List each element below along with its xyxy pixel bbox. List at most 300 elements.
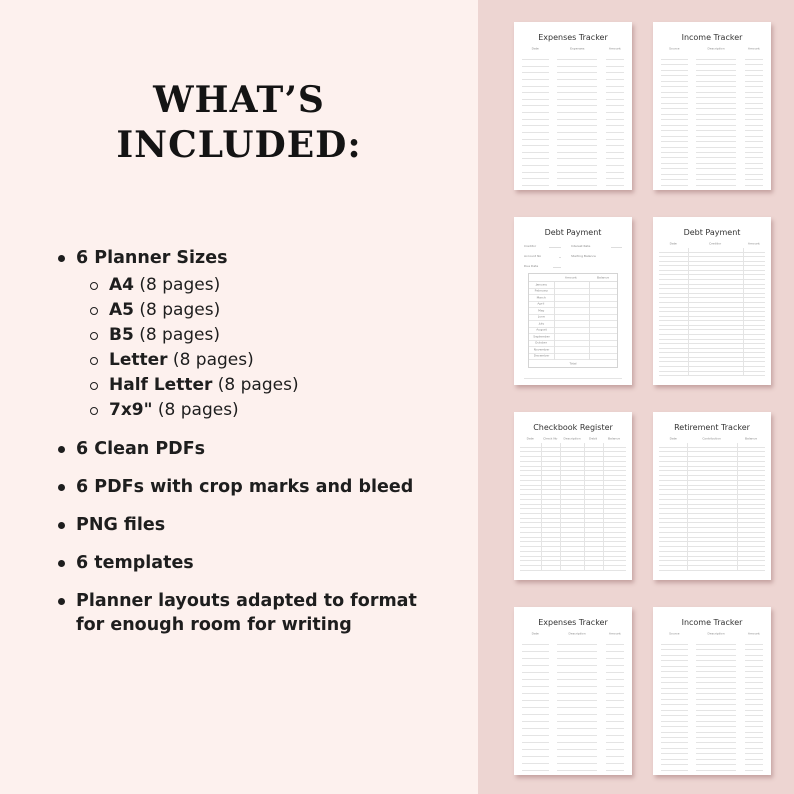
page-row — [522, 181, 624, 185]
row-line — [522, 55, 549, 60]
row-line — [522, 759, 549, 764]
page-rows — [659, 248, 765, 376]
list-item-body — [76, 513, 165, 537]
row-line — [661, 700, 688, 705]
pages-grid — [514, 22, 771, 775]
circle-bullet-icon — [90, 307, 98, 315]
row-line — [696, 706, 737, 711]
page-row — [522, 128, 624, 132]
field-label: Interest Rate — [571, 244, 591, 248]
row-line — [606, 141, 624, 146]
row-line — [557, 148, 598, 153]
month-label — [529, 301, 554, 307]
row-line — [661, 115, 688, 120]
row-line — [606, 661, 624, 666]
total-label: Total — [569, 361, 577, 365]
page-row — [661, 760, 763, 764]
month-label — [529, 282, 554, 288]
row-line — [745, 640, 763, 645]
bullet-icon — [58, 484, 65, 491]
row-line — [745, 733, 763, 738]
month-label — [529, 295, 554, 301]
column-header-text: Balance — [745, 436, 758, 440]
row-line — [522, 68, 549, 73]
list-item — [58, 513, 450, 537]
page-row — [522, 135, 624, 139]
row-line — [661, 159, 688, 164]
list-item-label: 6 Clean PDFs — [76, 439, 206, 459]
row-line — [661, 656, 688, 661]
row-line — [606, 108, 624, 113]
page-title-line2: INCLUDED: — [116, 124, 362, 166]
row-line — [696, 132, 737, 137]
row-line — [696, 733, 737, 738]
bullet-icon — [58, 560, 65, 567]
row-line — [557, 108, 598, 113]
row-line — [606, 181, 624, 186]
column-headers — [520, 435, 626, 442]
page-row — [659, 566, 765, 571]
row-line — [696, 137, 737, 142]
row-line — [557, 703, 598, 708]
row-line — [661, 728, 688, 733]
row-line — [745, 175, 763, 180]
month-label-text: November — [533, 347, 550, 352]
page-row — [522, 95, 624, 99]
row-line — [696, 755, 737, 760]
column-header — [541, 436, 560, 442]
row-line — [745, 60, 763, 65]
row-line — [696, 82, 737, 87]
row-line — [745, 153, 763, 158]
row-line — [696, 717, 737, 722]
row-line — [522, 181, 549, 186]
thumbnail-title: Income Tracker — [681, 33, 743, 42]
page-row — [661, 673, 763, 677]
row-line — [661, 651, 688, 656]
row-line — [522, 738, 549, 743]
row-line — [522, 668, 549, 673]
column-divider — [603, 443, 604, 571]
column-header-text: Source — [669, 632, 680, 636]
column-divider — [560, 443, 561, 571]
column-header — [743, 241, 765, 247]
page-title-line1: WHAT’S — [153, 79, 325, 121]
row-line — [522, 141, 549, 146]
column-header-text: Description — [707, 47, 725, 51]
row-line — [696, 722, 737, 727]
row-line — [696, 71, 737, 76]
list-item — [58, 475, 450, 499]
column-header — [557, 46, 598, 52]
row-line — [606, 689, 624, 694]
column-header — [522, 46, 549, 52]
page-row — [661, 695, 763, 699]
row-line — [606, 766, 624, 771]
row-line — [522, 168, 549, 173]
row-line — [745, 645, 763, 650]
row-line — [696, 700, 737, 705]
row-line — [745, 132, 763, 137]
column-header — [520, 436, 541, 442]
row-line — [522, 647, 549, 652]
column-divider — [737, 443, 738, 571]
field-label: Due Date — [524, 264, 539, 268]
page-row — [661, 645, 763, 649]
page-row — [522, 68, 624, 72]
sub-item-text — [109, 373, 299, 398]
row-line — [606, 675, 624, 680]
month-rows — [529, 282, 617, 360]
row-line — [696, 88, 737, 93]
circle-bullet-icon — [90, 282, 98, 290]
page-row — [661, 656, 763, 660]
row-line — [557, 128, 598, 133]
row-line — [522, 128, 549, 133]
column-header-text: Check No — [543, 436, 558, 440]
row-line — [745, 82, 763, 87]
row-line — [557, 68, 598, 73]
row-line — [557, 668, 598, 673]
planner-page-thumbnail — [514, 607, 632, 775]
row-line — [696, 110, 737, 115]
page-row — [522, 82, 624, 86]
sub-item-text — [109, 298, 220, 323]
circle-bullet-icon — [90, 357, 98, 365]
row-line — [522, 724, 549, 729]
column-header — [522, 631, 549, 637]
row-line — [557, 640, 598, 645]
page-row — [661, 153, 763, 157]
row-line — [606, 640, 624, 645]
page-row — [522, 55, 624, 59]
row-line — [661, 137, 688, 142]
column-header-text: Description — [707, 632, 725, 636]
row-line — [661, 77, 688, 82]
page-row — [661, 662, 763, 666]
month-label — [529, 353, 554, 359]
row-line — [606, 724, 624, 729]
row-line — [557, 710, 598, 715]
month-label-text: June — [538, 315, 545, 319]
column-header — [554, 275, 589, 281]
field-label: Starting Balance — [571, 254, 597, 258]
row-line — [661, 717, 688, 722]
row-line — [522, 121, 549, 126]
planner-page-thumbnail — [514, 22, 632, 190]
row-line — [745, 728, 763, 733]
column-divider — [743, 248, 744, 376]
row-line — [661, 104, 688, 109]
row-line — [745, 121, 763, 126]
row-line — [522, 75, 549, 80]
bullet-icon — [58, 522, 65, 529]
row-line — [661, 722, 688, 727]
row-line — [522, 135, 549, 140]
page-row — [522, 724, 624, 728]
page-row — [522, 766, 624, 770]
row-line — [661, 55, 688, 60]
row-line — [696, 760, 737, 765]
row-line — [745, 700, 763, 705]
row-line — [522, 95, 549, 100]
page-row — [661, 132, 763, 136]
row-line — [696, 689, 737, 694]
row-line — [661, 121, 688, 126]
included-list — [58, 246, 450, 651]
page-row — [522, 759, 624, 763]
page-row — [661, 749, 763, 753]
list-item-body — [76, 475, 413, 499]
row-line — [557, 121, 598, 126]
row-line — [696, 673, 737, 678]
row-line — [745, 137, 763, 142]
thumbnail-title: Debt Payment — [683, 228, 741, 237]
form-field — [571, 252, 622, 258]
row-line — [696, 115, 737, 120]
month-label-text: December — [533, 354, 550, 358]
column-divider — [584, 443, 585, 571]
column-header-text: Amount — [747, 241, 760, 245]
month-label — [529, 308, 554, 314]
list-item-label: 6 templates — [76, 553, 194, 573]
row-line — [557, 75, 598, 80]
thumbnail-title: Checkbook Register — [533, 423, 613, 432]
page-row — [522, 654, 624, 658]
row-line — [522, 82, 549, 87]
row-line — [745, 717, 763, 722]
row-line — [606, 717, 624, 722]
month-row — [529, 354, 617, 361]
form-fields-right — [571, 242, 622, 268]
row-line — [557, 168, 598, 173]
row-line — [661, 99, 688, 104]
row-line — [661, 60, 688, 65]
column-header-text: Debit — [589, 436, 598, 440]
row-line — [745, 170, 763, 175]
row-line — [696, 121, 737, 126]
row-line — [696, 645, 737, 650]
page-row — [661, 175, 763, 179]
column-header — [745, 46, 763, 52]
row-line — [606, 703, 624, 708]
thumbnail-title: Income Tracker — [681, 618, 743, 627]
thumbnail-title: Expenses Tracker — [538, 33, 608, 42]
column-header — [659, 436, 687, 442]
row-line — [557, 731, 598, 736]
row-line — [745, 88, 763, 93]
sub-item-text — [109, 323, 220, 348]
field-label: Account No — [524, 254, 542, 258]
page-row — [522, 161, 624, 165]
page-row — [661, 164, 763, 168]
row-line — [696, 99, 737, 104]
form-fields — [524, 242, 622, 268]
month-label-text: September — [533, 334, 550, 339]
row-line — [606, 82, 624, 87]
row-line — [696, 126, 737, 131]
list-item — [58, 551, 450, 575]
list-item-body — [76, 551, 194, 575]
row-line — [745, 164, 763, 169]
column-header-text: Description — [563, 436, 581, 440]
row-line — [745, 695, 763, 700]
row-line — [745, 104, 763, 109]
row-line — [745, 689, 763, 694]
row-line — [661, 126, 688, 131]
column-header-text: Date — [531, 47, 539, 51]
sub-list-item — [90, 373, 299, 398]
column-header — [696, 46, 737, 52]
sub-list — [90, 273, 299, 423]
column-header-text: Date — [669, 241, 677, 245]
row-line — [557, 141, 598, 146]
column-header-text: Amount — [747, 632, 760, 636]
page-row — [661, 700, 763, 704]
row-line — [745, 66, 763, 71]
page-row — [522, 661, 624, 665]
bullet-icon — [58, 255, 65, 262]
column-header — [688, 241, 743, 247]
month-label-text: May — [538, 308, 545, 313]
row-line — [745, 749, 763, 754]
page-row — [522, 682, 624, 686]
row-line — [522, 62, 549, 67]
column-header-text: Amount — [608, 47, 621, 51]
row-line — [661, 711, 688, 716]
total-row — [529, 360, 617, 367]
column-header-text: Balance — [608, 436, 621, 440]
note-line — [524, 377, 622, 379]
row-line — [696, 749, 737, 754]
page-row — [661, 181, 763, 185]
row-line — [745, 126, 763, 131]
row-line — [696, 153, 737, 158]
row-line — [661, 110, 688, 115]
circle-bullet-icon — [90, 407, 98, 415]
row-line — [696, 104, 737, 109]
row-line — [557, 682, 598, 687]
list-item-body — [76, 437, 205, 461]
list-item — [58, 589, 450, 637]
row-line — [557, 135, 598, 140]
page-row — [522, 696, 624, 700]
row-line — [557, 161, 598, 166]
row-line — [522, 148, 549, 153]
row-line — [745, 706, 763, 711]
row-line — [745, 651, 763, 656]
page-row — [661, 678, 763, 682]
row-line — [696, 93, 737, 98]
column-header — [737, 436, 765, 442]
form-field — [524, 252, 561, 258]
row-line — [557, 759, 598, 764]
month-label-text: August — [536, 328, 547, 332]
column-header-text: Amount — [608, 632, 621, 636]
page-row — [522, 675, 624, 679]
row-line — [522, 161, 549, 166]
row-line — [522, 154, 549, 159]
row-line — [696, 159, 737, 164]
row-line — [661, 66, 688, 71]
row-line — [522, 766, 549, 771]
month-label — [529, 321, 554, 327]
row-line — [557, 647, 598, 652]
row-line — [696, 175, 737, 180]
column-header-text: Balance — [596, 275, 609, 279]
circle-bullet-icon — [90, 332, 98, 340]
row-line — [522, 696, 549, 701]
column-header-text: Contribution — [702, 436, 722, 440]
page-row — [522, 101, 624, 105]
sub-item-text — [109, 273, 220, 298]
row-line — [557, 696, 598, 701]
row-line — [606, 128, 624, 133]
page-row — [661, 640, 763, 644]
month-label — [529, 334, 554, 340]
page-row — [661, 99, 763, 103]
page-row — [661, 728, 763, 732]
column-header-text: Date — [531, 632, 539, 636]
page-row — [661, 170, 763, 174]
page-row — [522, 647, 624, 651]
page-row — [661, 77, 763, 81]
row-line — [606, 161, 624, 166]
row-line — [522, 745, 549, 750]
column-divider — [541, 443, 542, 571]
page-row — [661, 115, 763, 119]
sub-item-size: Letter — [109, 350, 168, 370]
row-line — [606, 88, 624, 93]
row-line — [522, 108, 549, 113]
page-row — [661, 66, 763, 70]
sub-item-size: 7x9" — [109, 400, 153, 420]
row-line — [557, 115, 598, 120]
page-row — [661, 711, 763, 715]
row-line — [606, 682, 624, 687]
column-header-text: Date — [527, 436, 535, 440]
page-row — [661, 159, 763, 163]
row-line — [696, 711, 737, 716]
page-row — [661, 137, 763, 141]
row-line — [557, 62, 598, 67]
row-line — [745, 662, 763, 667]
row-line — [606, 752, 624, 757]
row-line — [522, 654, 549, 659]
row-line — [522, 689, 549, 694]
row-line — [557, 101, 598, 106]
page-row — [661, 766, 763, 770]
row-line — [745, 678, 763, 683]
page-row — [661, 684, 763, 688]
row-line — [606, 696, 624, 701]
page-row — [661, 733, 763, 737]
row-line — [557, 724, 598, 729]
column-header — [745, 631, 763, 637]
row-line — [522, 661, 549, 666]
column-header-text: Source — [669, 47, 680, 51]
page-row — [522, 703, 624, 707]
row-line — [696, 148, 737, 153]
column-header — [661, 631, 688, 637]
column-headers — [659, 240, 765, 247]
page-row — [522, 141, 624, 145]
column-header — [659, 241, 688, 247]
sub-item-pages: (8 pages) — [134, 300, 221, 320]
page-row — [522, 738, 624, 742]
page-row — [661, 689, 763, 693]
form-field — [524, 242, 561, 248]
